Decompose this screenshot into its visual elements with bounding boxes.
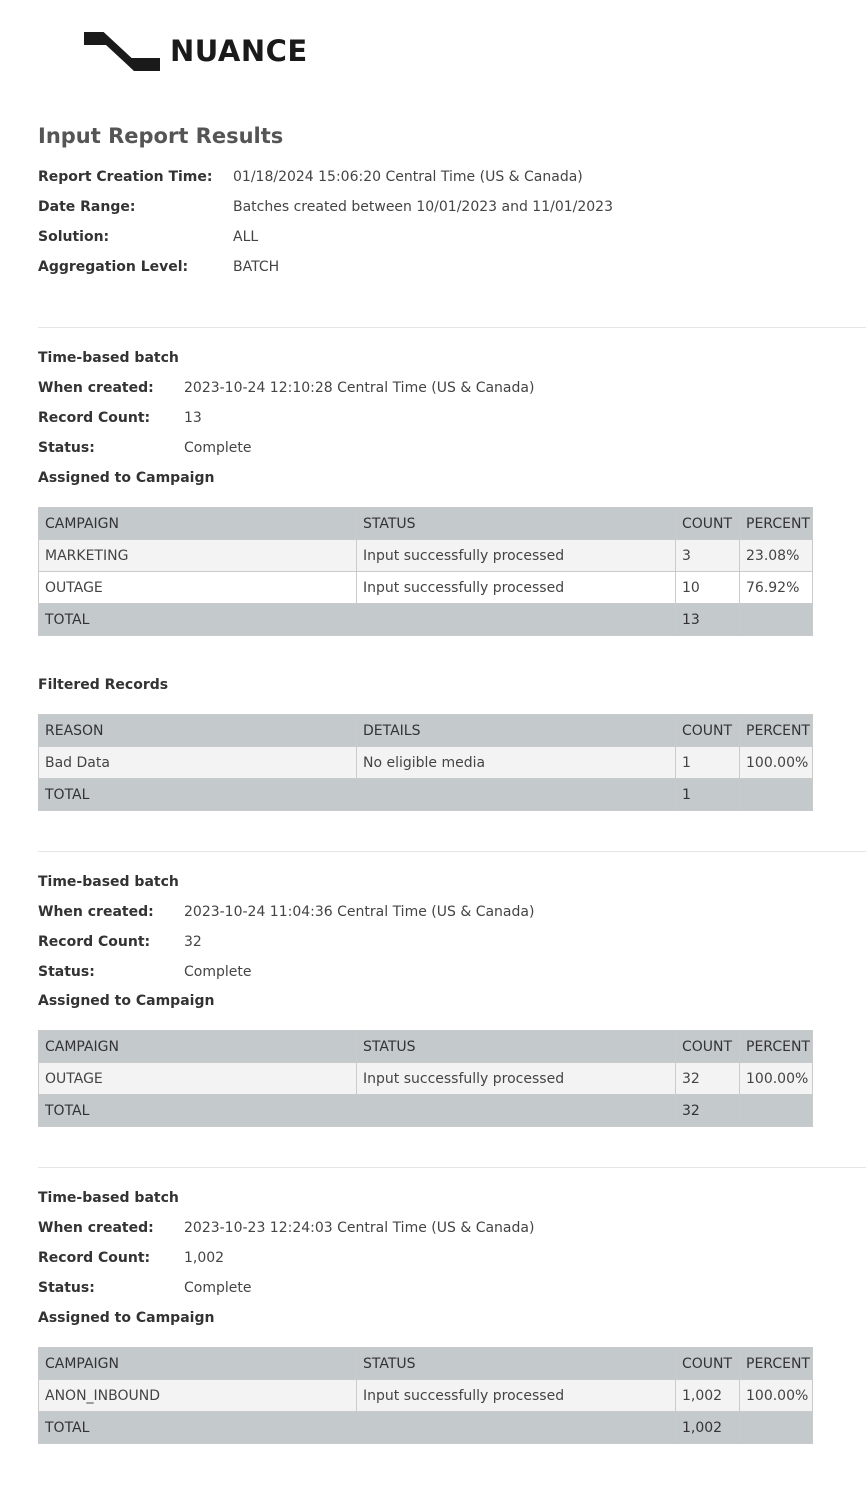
total-count: 1,002 [676, 1412, 740, 1444]
total-percent [740, 604, 813, 636]
percent-cell: 100.00% [740, 1063, 813, 1095]
table-row [39, 747, 813, 779]
campaign-cell: ANON_INBOUND [39, 1380, 357, 1412]
column-header: COUNT [676, 1348, 740, 1380]
total-label: TOTAL [39, 604, 676, 636]
column-header: STATUS [357, 1031, 676, 1063]
column-header: COUNT [676, 715, 740, 747]
field-label: Solution: [38, 229, 110, 245]
field-value: 2023-10-23 12:24:03 Central Time (US & Canada) [184, 1220, 535, 1236]
campaign-table [38, 507, 813, 636]
field-label: When created: [38, 380, 154, 396]
total-percent [740, 1412, 813, 1444]
column-header: REASON [39, 715, 357, 747]
assigned-to-campaign-heading: Assigned to Campaign [38, 1310, 215, 1326]
status-cell: Input successfully processed [357, 1063, 676, 1095]
table-total-row [39, 779, 813, 811]
percent-cell: 76.92% [740, 572, 813, 604]
total-percent [740, 1095, 813, 1127]
details-cell: No eligible media [357, 747, 676, 779]
filtered-table [38, 714, 813, 811]
column-header: COUNT [676, 1031, 740, 1063]
status-cell: Input successfully processed [357, 540, 676, 572]
section-divider [38, 1167, 866, 1168]
table-row [39, 1063, 813, 1095]
filtered-records-heading: Filtered Records [38, 677, 169, 693]
field-label: Record Count: [38, 934, 151, 950]
status-cell: Input successfully processed [357, 572, 676, 604]
total-label: TOTAL [39, 1412, 676, 1444]
section-divider [38, 851, 866, 852]
field-value: Complete [184, 964, 252, 980]
column-header: PERCENT [740, 715, 813, 747]
table-total-row [39, 1412, 813, 1444]
count-cell: 3 [676, 540, 740, 572]
nuance-logo [82, 27, 308, 75]
total-label: TOTAL [39, 779, 676, 811]
field-value: Batches created between 10/01/2023 and 11/01/2023 [233, 199, 613, 215]
percent-cell: 100.00% [740, 1380, 813, 1412]
column-header: DETAILS [357, 715, 676, 747]
campaign-cell: OUTAGE [39, 572, 357, 604]
field-label: When created: [38, 1220, 154, 1236]
batch-type: Time-based batch [38, 350, 179, 366]
column-header: STATUS [357, 1348, 676, 1380]
count-cell: 1,002 [676, 1380, 740, 1412]
campaign-cell: OUTAGE [39, 1063, 357, 1095]
field-label: Record Count: [38, 1250, 151, 1266]
batch-type: Time-based batch [38, 1190, 179, 1206]
field-value: Complete [184, 440, 252, 456]
total-count: 32 [676, 1095, 740, 1127]
campaign-table [38, 1030, 813, 1127]
total-count: 13 [676, 604, 740, 636]
status-cell: Input successfully processed [357, 1380, 676, 1412]
section-divider [38, 327, 866, 328]
table-row [39, 1380, 813, 1412]
field-label: When created: [38, 904, 154, 920]
count-cell: 10 [676, 572, 740, 604]
field-label: Status: [38, 964, 95, 980]
percent-cell: 100.00% [740, 747, 813, 779]
reason-cell: Bad Data [39, 747, 357, 779]
logo-wordmark: NUANCE [170, 33, 308, 68]
table-total-row [39, 1095, 813, 1127]
column-header: PERCENT [740, 508, 813, 540]
table-header-row [39, 1348, 813, 1380]
column-header: CAMPAIGN [39, 1031, 357, 1063]
column-header: PERCENT [740, 1348, 813, 1380]
percent-cell: 23.08% [740, 540, 813, 572]
campaign-table [38, 1347, 813, 1444]
column-header: CAMPAIGN [39, 508, 357, 540]
field-value: Complete [184, 1280, 252, 1296]
batch-type: Time-based batch [38, 874, 179, 890]
page-title: Input Report Results [38, 124, 284, 148]
assigned-to-campaign-heading: Assigned to Campaign [38, 470, 215, 486]
field-label: Report Creation Time: [38, 169, 213, 185]
field-value: 2023-10-24 11:04:36 Central Time (US & Canada) [184, 904, 535, 920]
field-label: Status: [38, 440, 95, 456]
table-header-row [39, 715, 813, 747]
field-value: 13 [184, 410, 202, 426]
column-header: COUNT [676, 508, 740, 540]
field-label: Date Range: [38, 199, 136, 215]
table-total-row [39, 604, 813, 636]
column-header: PERCENT [740, 1031, 813, 1063]
count-cell: 1 [676, 747, 740, 779]
nuance-swoosh-icon [82, 27, 164, 75]
table-row [39, 540, 813, 572]
field-value: BATCH [233, 259, 280, 275]
total-count: 1 [676, 779, 740, 811]
assigned-to-campaign-heading: Assigned to Campaign [38, 993, 215, 1009]
field-label: Record Count: [38, 410, 151, 426]
column-header: CAMPAIGN [39, 1348, 357, 1380]
campaign-cell: MARKETING [39, 540, 357, 572]
field-value: 1,002 [184, 1250, 225, 1266]
field-value: 01/18/2024 15:06:20 Central Time (US & Canada) [233, 169, 583, 185]
field-value: 32 [184, 934, 202, 950]
column-header: STATUS [357, 508, 676, 540]
total-label: TOTAL [39, 1095, 676, 1127]
field-value: 2023-10-24 12:10:28 Central Time (US & Canada) [184, 380, 535, 396]
table-header-row [39, 508, 813, 540]
count-cell: 32 [676, 1063, 740, 1095]
field-value: ALL [233, 229, 259, 245]
table-header-row [39, 1031, 813, 1063]
table-row [39, 572, 813, 604]
total-percent [740, 779, 813, 811]
field-label: Aggregation Level: [38, 259, 189, 275]
field-label: Status: [38, 1280, 95, 1296]
